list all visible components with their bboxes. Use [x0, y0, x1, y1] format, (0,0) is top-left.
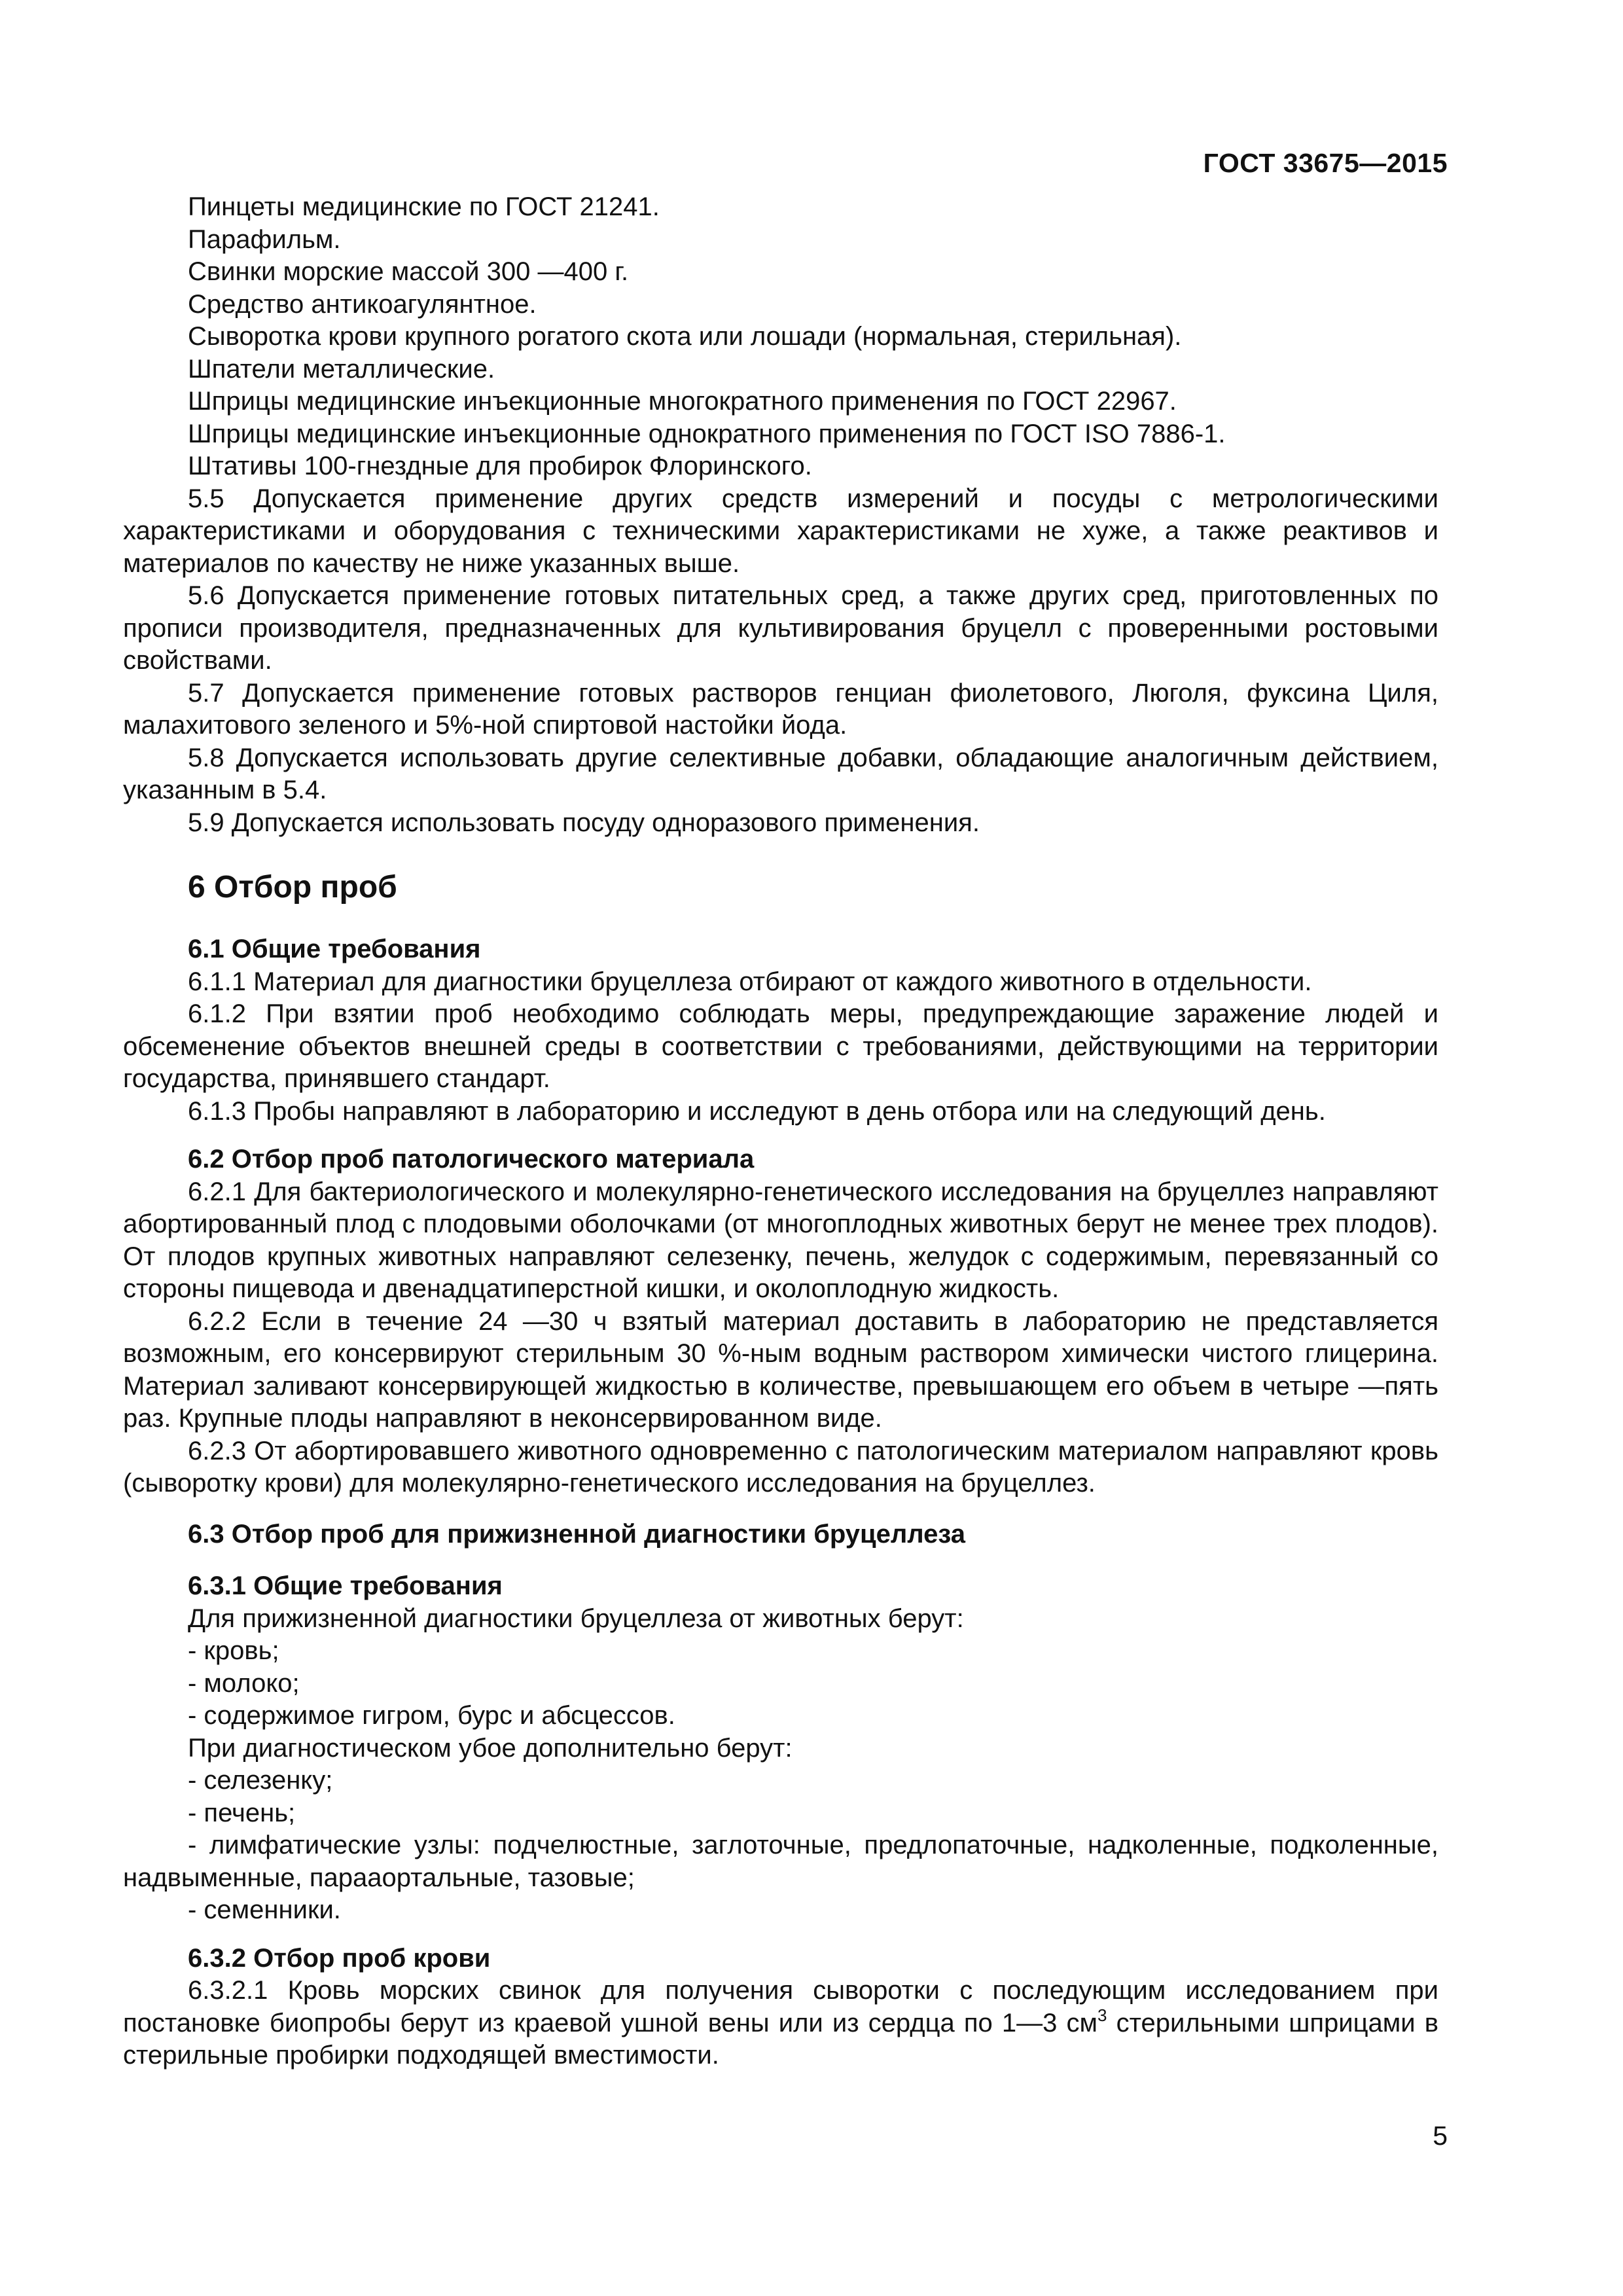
equipment-item: Штативы 100-гнездные для пробирок Флоринского. [188, 452, 812, 480]
equipment-item: Шпатели металлические. [188, 354, 495, 384]
equipment-item: Средство антикоагулянтное. [188, 289, 537, 319]
page-content [123, 191, 1438, 2072]
clause-6-1-1: 6.1.1 Материал для диагностики бруцеллеза отбирают от каждого животного в отдельности. [188, 967, 1312, 996]
section-6-2-title: 6.2 Отбор проб патологического материала [188, 1145, 755, 1174]
section-6-1-title: 6.1 Общие требования [188, 935, 481, 963]
list-item: - кровь; [188, 1636, 279, 1665]
clause-6-2-3: 6.2.3 От абортировавшего животного одновременно с патологическим материалом направляют кровь (сыворотку крови) для молекулярно-генетического исследования на бруцеллез. [123, 1436, 1438, 1498]
clause-text: стерильными шприцами в стерильные пробирки подходящей вместимости. [123, 2008, 1439, 2070]
clause-6-1-2: 6.1.2 При взятии проб необходимо соблюдать меры, предупреждающие заражение людей и обсеменение объектов внешней среды в соответствии с требованиями, действующими на территории государства, принявшего стандарт. [123, 999, 1438, 1093]
list-item: - лимфатические узлы: подчелюстные, заглоточные, предлопаточные, надколенные, подколенные, надвыменные, парааортальные, тазовые; [123, 1831, 1438, 1892]
equipment-item: Пинцеты медицинские по ГОСТ 21241. [188, 192, 660, 221]
clause-5-9: 5.9 Допускается использовать посуду одноразового применения. [188, 808, 980, 837]
clause-6-3-2-1 [123, 1975, 1438, 2072]
clause-5-8: 5.8 Допускается использовать другие селективные добавки, обладающие аналогичным действием, указанным в 5.4. [123, 743, 1438, 804]
sampling-intro: Для прижизненной диагностики бруцеллеза от животных берут: [188, 1604, 964, 1633]
page-number: 5 [1433, 2121, 1448, 2151]
list-item: - содержимое гигром, бурс и абсцессов. [188, 1701, 675, 1730]
equipment-item: Свинки морские массой 300 —400 г. [188, 257, 629, 286]
section-6-3-1-title: 6.3.1 Общие требования [188, 1571, 503, 1600]
list-item: - селезенку; [188, 1766, 333, 1795]
section-6-title: 6 Отбор проб [188, 870, 397, 905]
clause-5-6: 5.6 Допускается применение готовых питательных сред, а также других сред, приготовленных по прописи производителя, предназначенных для культивирования бруцелл с проверенными ростовыми свойствами. [123, 581, 1438, 675]
equipment-item: Шприцы медицинские инъекционные многократного применения по ГОСТ 22967. [188, 387, 1177, 416]
clause-6-2-2: 6.2.2 Если в течение 24 —30 ч взятый материал доставить в лабораторию не представляется возможным, его консервируют стерильным 30 %-ным водным раствором химически чистого глицерина. Материал заливают консервирующей жидкостью в количестве, превышающем его объем в четыре —пять раз. Крупные плоды направляют в неконсервированном виде. [123, 1306, 1438, 1433]
list-item: - семенники. [188, 1895, 341, 1924]
equipment-item: Сыворотка крови крупного рогатого скота или лошади (нормальная, стерильная). [188, 322, 1182, 351]
clause-text: 6.3.2.1 Кровь морских свинок для получения сыворотки с последующим исследованием при постановке биопробы берут из краевой ушной вены или из сердца по 1—3 см [123, 1976, 1438, 2037]
list-item: - молоко; [188, 1668, 300, 1698]
superscript: 3 [1097, 2005, 1107, 2025]
document-header: ГОСТ 33675—2015 [1203, 148, 1448, 178]
clause-5-7: 5.7 Допускается применение готовых растворов генциан фиолетового, Люголя, фуксина Циля, малахитового зеленого и 5%-ной спиртовой настойки йода. [123, 678, 1438, 740]
clause-5-5: 5.5 Допускается применение других средств измерений и посуды с метрологическими характеристиками и оборудования с техническими характеристиками не хуже, а также реактивов и материалов по качеству не ниже указанных выше. [123, 484, 1438, 578]
equipment-item: Парафильм. [188, 224, 341, 254]
equipment-item: Шприцы медицинские инъекционные однократного применения по ГОСТ ISO 7886-1. [188, 419, 1226, 448]
section-6-3-2-title: 6.3.2 Отбор проб крови [188, 1943, 491, 1973]
slaughter-intro: При диагностическом убое дополнительно берут: [188, 1733, 793, 1763]
section-6-3-title: 6.3 Отбор проб для прижизненной диагностики бруцеллеза [188, 1519, 966, 1549]
clause-6-2-1: 6.2.1 Для бактериологического и молекулярно-генетического исследования на бруцеллез направляют абортированный плод с плодовыми оболочками (от многоплодных животных берут не менее трех плодов). От плодов крупных животных направляют селезенку, печень, желудок с содержимым, перевязанный со стороны пищевода и двенадцатиперстной кишки, и околоплодную жидкость. [123, 1177, 1438, 1303]
list-item: - печень; [188, 1798, 296, 1827]
clause-6-1-3: 6.1.3 Пробы направляют в лабораторию и исследуют в день отбора или на следующий день. [188, 1096, 1326, 1126]
